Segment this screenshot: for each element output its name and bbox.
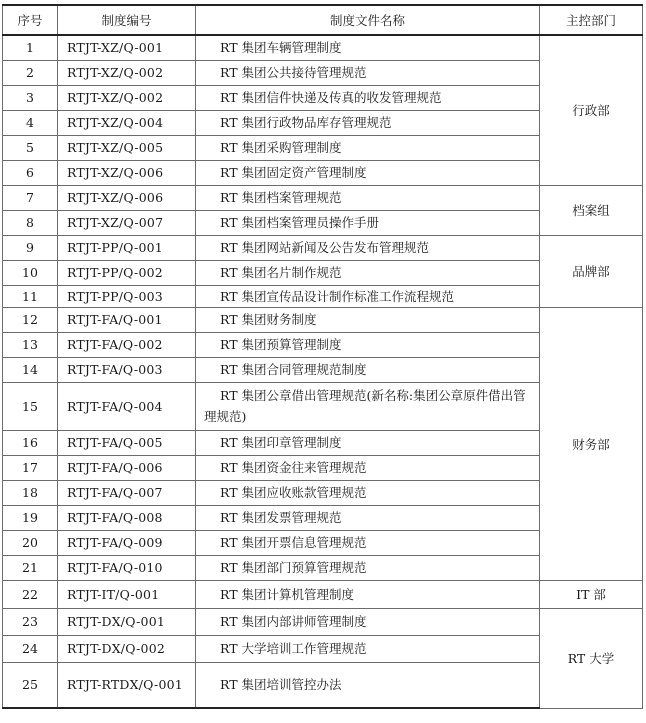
row-serial: 25 <box>3 662 58 708</box>
row-file-name: RT 集团车辆管理制度 <box>196 35 540 60</box>
row-code: RTJT-XZ/Q-006 <box>58 185 196 210</box>
table-header-row <box>3 5 643 35</box>
row-code: RTJT-XZ/Q-007 <box>58 210 196 235</box>
row-file-name: RT 集团网站新闻及公告发布管理规范 <box>196 235 540 260</box>
header-serial: 序号 <box>3 5 58 35</box>
row-code: RTJT-XZ/Q-004 <box>58 110 196 135</box>
dept-cell: RT 大学 <box>540 608 643 708</box>
row-serial: 22 <box>3 580 58 608</box>
row-serial: 15 <box>3 382 58 430</box>
row-file-name: RT 集团名片制作规范 <box>196 260 540 285</box>
row-serial: 17 <box>3 455 58 480</box>
row-serial: 7 <box>3 185 58 210</box>
row-file-name: RT 集团合同管理规范制度 <box>196 357 540 382</box>
row-serial: 3 <box>3 85 58 110</box>
row-file-name: RT 集团印章管理制度 <box>196 430 540 455</box>
row-serial: 5 <box>3 135 58 160</box>
table-row <box>3 608 643 635</box>
row-serial: 8 <box>3 210 58 235</box>
row-code: RTJT-DX/Q-002 <box>58 635 196 662</box>
row-code: RTJT-FA/Q-001 <box>58 307 196 332</box>
row-file-name: RT 集团行政物品库存管理规范 <box>196 110 540 135</box>
row-code: RTJT-PP/Q-003 <box>58 285 196 307</box>
dept-cell: 档案组 <box>540 185 643 235</box>
row-file-name: RT 大学培训工作管理规范 <box>196 635 540 662</box>
row-serial: 23 <box>3 608 58 635</box>
row-file-name: RT 集团资金往来管理规范 <box>196 455 540 480</box>
row-code: RTJT-FA/Q-003 <box>58 357 196 382</box>
row-serial: 20 <box>3 530 58 555</box>
row-code: RTJT-DX/Q-001 <box>58 608 196 635</box>
row-serial: 21 <box>3 555 58 580</box>
row-code: RTJT-PP/Q-002 <box>58 260 196 285</box>
table-row <box>3 235 643 260</box>
row-serial: 24 <box>3 635 58 662</box>
row-code: RTJT-FA/Q-007 <box>58 480 196 505</box>
row-file-name: RT 集团内部讲师管理制度 <box>196 608 540 635</box>
row-file-name: RT 集团信件快递及传真的收发管理规范 <box>196 85 540 110</box>
row-file-name: RT 集团预算管理制度 <box>196 332 540 357</box>
dept-cell: IT 部 <box>540 580 643 608</box>
row-code: RTJT-XZ/Q-002 <box>58 85 196 110</box>
row-code: RTJT-RTDX/Q-001 <box>58 662 196 708</box>
row-file-name: RT 集团档案管理员操作手册 <box>196 210 540 235</box>
table-row <box>3 35 643 60</box>
row-serial: 2 <box>3 60 58 85</box>
table-row <box>3 185 643 210</box>
row-code: RTJT-XZ/Q-006 <box>58 160 196 185</box>
row-file-name: RT 集团档案管理规范 <box>196 185 540 210</box>
row-file-name: RT 集团财务制度 <box>196 307 540 332</box>
row-code: RTJT-FA/Q-008 <box>58 505 196 530</box>
row-file-name: RT 集团培训管控办法 <box>196 662 540 708</box>
row-serial: 12 <box>3 307 58 332</box>
row-serial: 4 <box>3 110 58 135</box>
row-serial: 9 <box>3 235 58 260</box>
row-code: RTJT-FA/Q-010 <box>58 555 196 580</box>
row-code: RTJT-IT/Q-001 <box>58 580 196 608</box>
table-row <box>3 580 643 608</box>
header-department: 主控部门 <box>540 5 643 35</box>
row-serial: 14 <box>3 357 58 382</box>
row-code: RTJT-XZ/Q-002 <box>58 60 196 85</box>
row-file-name: RT 集团开票信息管理规范 <box>196 530 540 555</box>
row-serial: 6 <box>3 160 58 185</box>
row-file-name: RT 集团发票管理规范 <box>196 505 540 530</box>
row-code: RTJT-PP/Q-001 <box>58 235 196 260</box>
row-file-name: RT 集团宣传品设计制作标准工作流程规范 <box>196 285 540 307</box>
dept-cell: 行政部 <box>540 35 643 185</box>
dept-cell: 品牌部 <box>540 235 643 307</box>
row-code: RTJT-FA/Q-006 <box>58 455 196 480</box>
row-code: RTJT-FA/Q-009 <box>58 530 196 555</box>
row-serial: 1 <box>3 35 58 60</box>
row-code: RTJT-XZ/Q-005 <box>58 135 196 160</box>
row-serial: 11 <box>3 285 58 307</box>
header-file-name: 制度文件名称 <box>196 5 540 35</box>
row-code: RTJT-XZ/Q-001 <box>58 35 196 60</box>
row-serial: 10 <box>3 260 58 285</box>
row-file-name: RT 集团公共接待管理规范 <box>196 60 540 85</box>
row-file-name: RT 集团公章借出管理规范(新名称:集团公章原件借出管理规范) <box>196 382 540 430</box>
row-code: RTJT-FA/Q-005 <box>58 430 196 455</box>
row-serial: 18 <box>3 480 58 505</box>
row-file-name: RT 集团计算机管理制度 <box>196 580 540 608</box>
row-file-name: RT 集团采购管理制度 <box>196 135 540 160</box>
row-code: RTJT-FA/Q-004 <box>58 382 196 430</box>
table-row <box>3 307 643 332</box>
row-file-name: RT 集团应收账款管理规范 <box>196 480 540 505</box>
row-file-name: RT 集团部门预算管理规范 <box>196 555 540 580</box>
row-serial: 13 <box>3 332 58 357</box>
row-code: RTJT-FA/Q-002 <box>58 332 196 357</box>
row-file-name: RT 集团固定资产管理制度 <box>196 160 540 185</box>
row-serial: 19 <box>3 505 58 530</box>
header-code: 制度编号 <box>58 5 196 35</box>
dept-cell: 财务部 <box>540 307 643 580</box>
regulation-table <box>2 4 643 709</box>
row-serial: 16 <box>3 430 58 455</box>
